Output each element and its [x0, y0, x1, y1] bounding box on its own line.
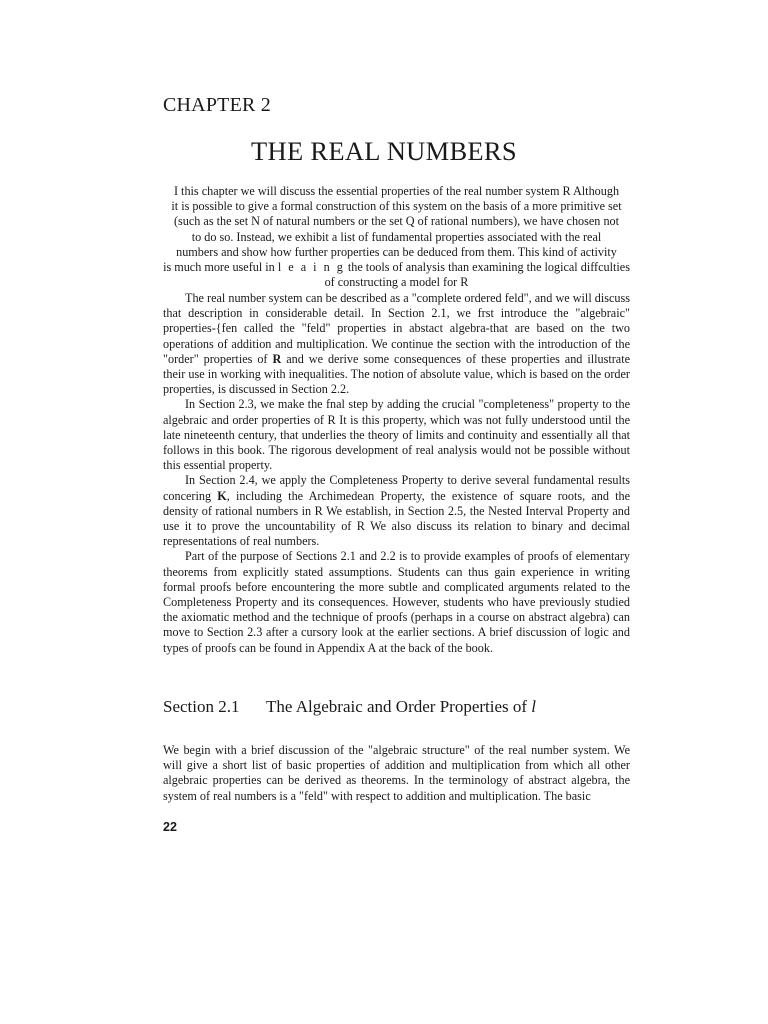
intro-spaced-word: l e a i n g: [277, 260, 345, 275]
paragraph-text: and we derive some consequences of these properties and illustrate their use in working with inequalities. The notion of absolute value, which is based on the order properties, is discussed in Section 2.2.: [163, 351, 631, 397]
paragraph-text: , including the Archimedean Property, the existence of square roots, and the density of rational numbers in R We establish, in Section 2.5, the Nested Interval Property and use it to prove the uncountability of R We also discuss its relation to binary and decimal representations of real numbers.: [163, 488, 630, 549]
intro-line: I this chapter we will discuss the essential properties of the real number system R Although: [173, 184, 620, 198]
section-paragraph: We begin with a brief discussion of the "algebraic structure" of the real number system. We will give a short list of basic properties of addition and multiplication from which all other algebraic properties can be derived as theorems. In the terminology of abstract algebra, the system of real numbers is a "feld" with respect to addition and multiplication. The basic: [163, 743, 630, 803]
paragraph-completeness: [163, 397, 630, 473]
intro-line: of constructing a model for R: [324, 275, 469, 290]
paragraph-purpose: [163, 549, 630, 655]
section-title-symbol: l: [531, 697, 537, 716]
paragraph-field-properties: [163, 291, 630, 397]
paragraph-text: The real number system can be described as a "complete ordered feld", and we will discuss that description in considerable detail. In Section 2.1, we frst introduce the "algebraic" properties-{fen called the "feld" properties in abstact algebra-that are based on the two operations of addition and multiplication. We continue the section with the introduction of the "order" properties of: [163, 291, 630, 366]
intro-line: numbers and show how further properties can be deduced from them. This kind of activity: [176, 244, 617, 259]
paragraph-text: In Section 2.4, we apply the Completeness Property to derive several fundamental results concering: [163, 473, 630, 503]
section-number: Section 2.1: [163, 697, 240, 716]
bold-symbol: R: [272, 351, 282, 366]
section-body: [163, 743, 630, 804]
paragraph-text: In Section 2.3, we make the fnal step by adding the crucial "completeness" property to the algebraic and order properties of R It is this property, which was not fully understood until the late nineteenth century, that underlies the theory of limits and continuity and essentially all that follows in this book. The rigorous development of real analysis would not be possible without this essential property.: [163, 397, 630, 473]
chapter-title: THE REAL NUMBERS: [251, 136, 517, 166]
bold-symbol: K: [217, 488, 227, 503]
intro-paragraph: [163, 184, 630, 290]
intro-line: it is possible to give a formal construction of this system on the basis of a more primitive set: [171, 199, 622, 214]
intro-line: is much more useful in: [163, 260, 275, 275]
section-title: The Algebraic and Order Properties of: [266, 697, 528, 716]
intro-line: the tools of analysis than examining the logical diffculties: [347, 260, 630, 275]
section-heading: [163, 697, 536, 717]
page-number: 22: [163, 820, 177, 834]
intro-line: to do so. Instead, we exhibit a list of fundamental properties associated with the real: [191, 229, 602, 244]
paragraph-applications: [163, 473, 630, 549]
body-paragraphs: [163, 291, 630, 656]
chapter-label: CHAPTER 2: [163, 94, 271, 116]
paragraph-text: Part of the purpose of Sections 2.1 and 2.2 is to provide examples of proofs of elementary theorems from explicitly stated assumptions. Students can thus gain experience in writing formal proofs before encountering the more subtle and complicated arguments related to the Completeness Property and its consequences. However, students who have previously studied the axiomatic method and the technique of proofs (perhaps in a course on abstract algebra) can move to Section 2.3 after a cursory look at the earlier sections. A brief discussion of logic and types of proofs can be found in Appendix A at the back of the book.: [163, 549, 630, 655]
intro-line: (such as the set N of natural numbers or the set Q of rational numbers), we have chosen not: [173, 214, 620, 229]
